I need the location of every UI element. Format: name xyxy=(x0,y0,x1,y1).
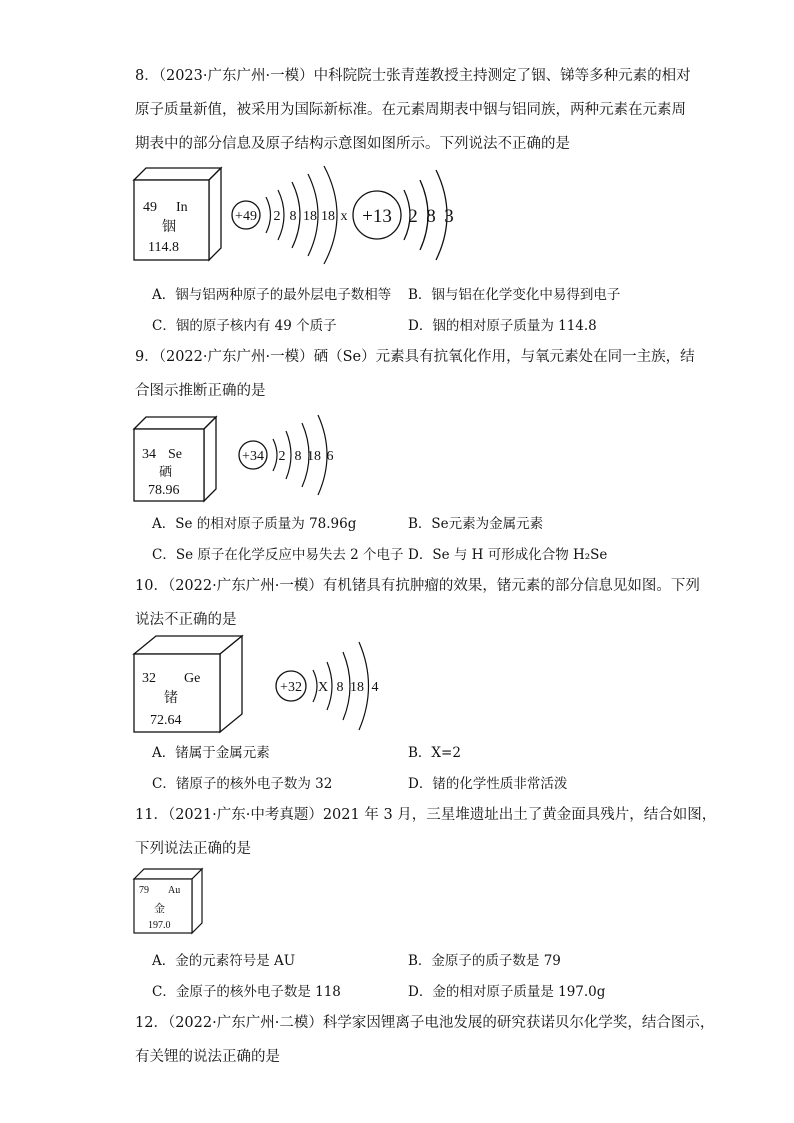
question-8-option-a: A．铟与铝两种原子的最外层电子数相等 xyxy=(152,287,392,303)
shell-electrons: 8 xyxy=(294,449,302,464)
question-12-stem xyxy=(135,1013,714,1067)
element-tile-germanium xyxy=(134,636,242,732)
question-11-option-c: C．金原子的核外电子数是 118 xyxy=(152,984,341,1000)
nucleus-charge: +32 xyxy=(280,680,302,695)
shell-electrons: X xyxy=(317,680,329,695)
question-10-stem xyxy=(135,576,700,630)
element-number: 49 xyxy=(143,200,157,215)
element-number: 34 xyxy=(142,447,156,462)
nucleus-charge: +34 xyxy=(242,449,264,464)
element-number: 32 xyxy=(142,671,156,686)
question-11-option-b: B．金原子的质子数是 79 xyxy=(408,953,561,969)
question-8-option-c: C．铟的原子核内有 49 个质子 xyxy=(152,318,337,334)
question-8-stem xyxy=(135,66,691,154)
element-tile-indium xyxy=(134,168,221,260)
question-10-option-a: A．锗属于金属元素 xyxy=(152,745,270,761)
question-8-option-b: B．铟与铝在化学变化中易得到电子 xyxy=(408,287,621,303)
shell-electrons: 2 xyxy=(408,206,418,227)
nucleus-charge: +13 xyxy=(362,206,392,227)
element-symbol: In xyxy=(176,200,188,215)
question-8-line-3: 期表中的部分信息及原子结构示意图如图所示。下列说法不正确的是 xyxy=(135,136,570,152)
question-8-line-1: 8．（2023·广东广州·一模）中科院院士张青莲教授主持测定了铟、锑等多种元素的相对 xyxy=(135,68,691,84)
question-10-line-2: 说法不正确的是 xyxy=(135,612,237,628)
shell-electrons: 18 xyxy=(350,680,364,695)
question-8-option-d: D．铟的相对原子质量为 114.8 xyxy=(408,318,597,334)
question-9-line-2: 合图示推断正确的是 xyxy=(135,383,266,399)
element-name: 金 xyxy=(154,902,165,915)
atom-diagram-indium xyxy=(232,166,348,264)
question-9-stem xyxy=(135,347,695,401)
atom-diagram-aluminum xyxy=(353,170,454,260)
question-9-line-1: 9．（2022·广东广州·一模）硒（Se）元素具有抗氧化作用，与氧元素处在同一主族，结 xyxy=(135,349,695,365)
question-9-option-d: D．Se 与 H 可形成化合物 H₂Se xyxy=(408,547,608,563)
shell-electrons: 2 xyxy=(278,449,286,464)
question-9-option-a: A．Se 的相对原子质量为 78.96g xyxy=(152,516,357,532)
shell-electrons: 6 xyxy=(326,449,334,464)
question-8-line-2: 原子质量新值，被采用为国际新标准。在元素周期表中铟与铝同族，两种元素在元素周 xyxy=(135,102,686,118)
shell-electrons: 3 xyxy=(444,206,454,227)
shell-electrons: 8 xyxy=(289,209,297,224)
element-mass: 78.96 xyxy=(148,483,180,498)
shell-electrons: 4 xyxy=(371,680,379,695)
question-11-line-1: 11．（2021·广东·中考真题）2021 年 3 月，三星堆遗址出土了黄金面具残片，结合如图， xyxy=(135,807,717,823)
element-symbol: Se xyxy=(168,447,182,462)
element-symbol: Au xyxy=(168,885,181,896)
question-12-line-1: 12．（2022·广东广州·二模）科学家因锂离子电池发展的研究获诺贝尔化学奖，结合图示， xyxy=(135,1015,715,1031)
element-tile-selenium xyxy=(134,417,216,501)
element-tile-gold xyxy=(134,869,202,933)
question-11-option-a: A．金的元素符号是 AU xyxy=(152,953,296,969)
question-11-figure xyxy=(130,865,210,937)
element-symbol: Ge xyxy=(184,671,201,686)
shell-electrons: 18 xyxy=(321,209,335,224)
question-11-option-d: D．金的相对原子质量是 197.0g xyxy=(408,984,606,1000)
question-10-figure xyxy=(130,632,390,742)
element-mass: 72.64 xyxy=(150,713,182,728)
question-10-option-b: B．X=2 xyxy=(408,745,461,761)
shell-electrons: 8 xyxy=(336,680,344,695)
shell-electrons: 2 xyxy=(273,209,281,224)
question-9-figure xyxy=(130,405,350,505)
element-mass: 114.8 xyxy=(148,240,179,255)
element-mass: 197.0 xyxy=(148,920,171,931)
question-10-option-d: D．锗的化学性质非常活泼 xyxy=(408,776,568,792)
question-8-figure xyxy=(130,160,470,275)
atom-diagram-selenium xyxy=(239,415,334,495)
shell-electrons: 8 xyxy=(426,206,436,227)
element-name: 硒 xyxy=(159,465,173,480)
question-10-line-1: 10．（2022·广东广州·一模）有机锗具有抗肿瘤的效果，锗元素的部分信息见如图。下列 xyxy=(135,578,700,594)
shell-electrons: 18 xyxy=(303,209,317,224)
question-10-option-c: C．锗原子的核外电子数为 32 xyxy=(152,776,333,792)
question-11-stem xyxy=(135,805,716,859)
nucleus-charge: +49 xyxy=(235,209,257,224)
question-9-option-c: C．Se 原子在化学反应中易失去 2 个电子 xyxy=(152,547,404,563)
shell-electrons: 18 xyxy=(307,449,321,464)
element-name: 锗 xyxy=(164,690,178,706)
question-9-option-b: B．Se元素为金属元素 xyxy=(408,516,544,532)
atom-diagram-germanium xyxy=(276,642,379,730)
element-number: 79 xyxy=(139,885,149,896)
shell-electrons: x xyxy=(340,209,348,224)
element-name: 铟 xyxy=(162,219,176,235)
question-11-line-2: 下列说法正确的是 xyxy=(135,841,251,857)
question-12-line-2: 有关锂的说法正确的是 xyxy=(135,1049,280,1065)
